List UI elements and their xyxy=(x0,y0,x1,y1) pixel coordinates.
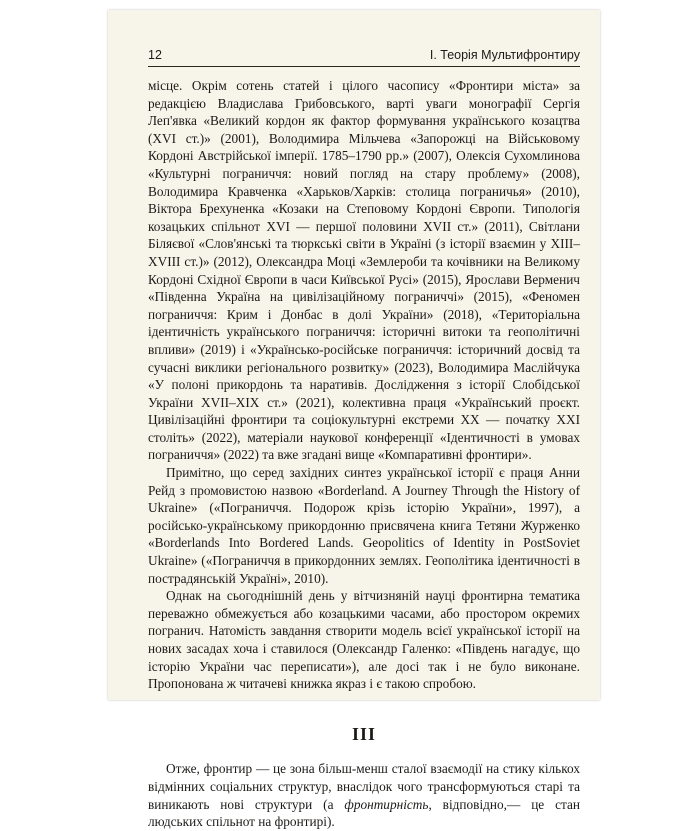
running-head xyxy=(148,48,580,67)
paragraph-text: , відповідно,— це стан людських спільнот на фронтирі). xyxy=(148,796,580,830)
paragraph-text: Отже, фронтир — це зона більш-менш сталої взаємодії на стику кількох відмінних соціальних структур, внаслідок чого трансформуються старі та виникають нові структури (а xyxy=(148,761,580,812)
running-title: І. Теорія Мультифронтиру xyxy=(429,48,580,62)
paragraph xyxy=(148,760,580,830)
paragraph: Однак на сьогоднішній день у вітчизняній науці фронтирна тематика переважно обмежується або козацькими часами, або простором окремих погранич. Натомість завдання створити модель всієї української історії на нових засадах хоча і ставилося (Олександр Галенко: «Південь нагадує, що історію України час переписати»), але досі так і не було виконане. Пропонована ж читачеві книжка якраз і є такою спробою. xyxy=(148,588,580,692)
book-page xyxy=(108,10,600,830)
italic-term: фронтирність xyxy=(344,796,429,812)
page-number: 12 xyxy=(148,48,162,62)
body-text xyxy=(148,77,580,831)
paragraph: Примітно, що серед західних синтез української історії є праця Анни Рейд з промовистою назвою «Borderland. A Journey Through the History of Ukraine» («Пограниччя. Подорож крізь історію України», 1997), а російсько-українському прикордонню присвячена книга Тетяни Журженко «Borderlands Into Bordered Lands. Geopolitics of Identity in PostSoviet Ukraine» («Пограниччя в прикордонних землях. Геополітика ідентичності в пострадянській Україні», 2010). xyxy=(148,465,580,586)
section-heading: III xyxy=(351,723,376,744)
paragraph: місце. Окрім сотень статей і цілого часопису «Фронтири міста» за редакцією Владислава Грибовського, варті уваги монографії Сергія Леп'явка «Великий кордон як фактор формування українського козацтва (XVI ст.)» (2001), Володимира Мільчева «Запорожці на Військовому Кордоні Австрійської імперії. 1785–1790 рр.» (2007), Олексія Сухомлинова «Культурні пограниччя: новий погляд на стару проблему» (2008), Володимира Кравченка «Харьков/Харків: столица пограничья» (2010), Віктора Брехуненка «Козаки на Степовому Кордоні Європи. Типологія козацьких спільнот XVI — першої половини XVII ст.» (2011), Світлани Біляєвої «Слов'янські та тюркські світи в Україні (з історії взаємин у XIII–XVIII ст.)» (2012), Олександра Моці «Землероби та кочівники на Великому Кордоні Східної Європи в часи Київської Русі» (2015), Ярослави Верменич «Південна Україна на цивілізаційному пограниччі» (2015), «Феномен пограниччя: Крим і Донбас в долі України» (2018), «Територіальна ідентичність українського пограниччя: історичні витоки та геополітичні впливи» (2019) і «Українсько-російське пограниччя: історичний досвід та сучасні виклики регіонального розвитку» (2023), Володимира Маслійчука «У полоні прикордонь та наративів. Дослідження з історії Слобідської України XVII–XIX ст.» (2021), колективна праця «Український проєкт. Цивілізаційні фронтири та соціокультурні екстреми XX — початку XXI століть» (2022), матеріали наукової конференції «Ідентичності в умовах пограниччя» (2022) та вже згадані вище «Компаративні фронтири». xyxy=(148,78,580,463)
